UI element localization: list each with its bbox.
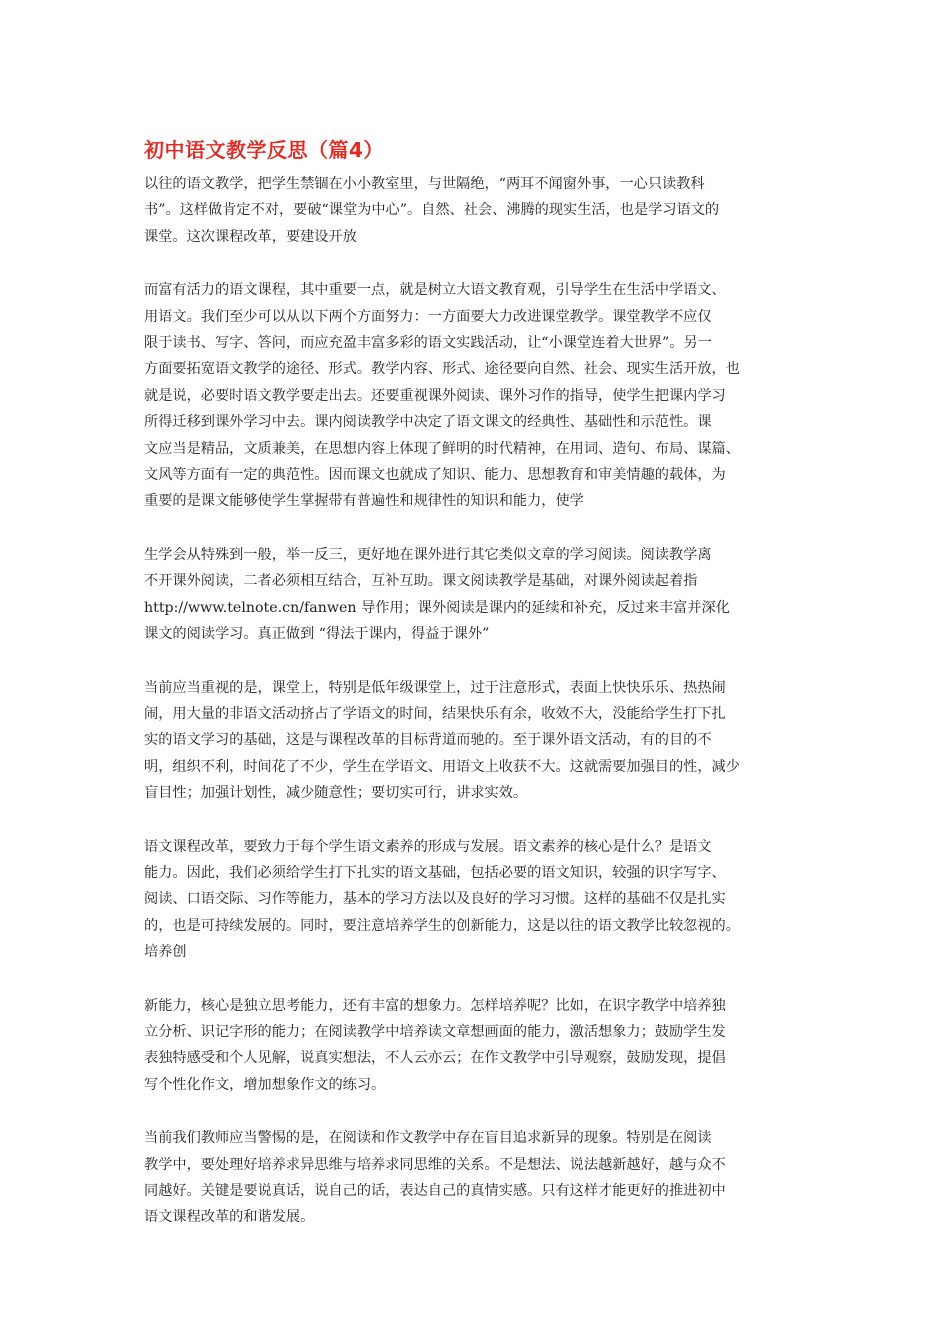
text-line: 表独特感受和个人见解，说真实想法，不人云亦云；在作文教学中引导观察，鼓励发现，提倡 <box>144 1050 726 1067</box>
paragraph-3 <box>144 542 816 648</box>
text-line: 实的语文学习的基础，这是与课程改革的目标背道而驰的。至于课外语文活动，有的目的不 <box>144 732 712 749</box>
paragraph-6 <box>144 993 816 1099</box>
text-line: 闹，用大量的非语文活动挤占了学语文的时间，结果快乐有余，收效不大，没能给学生打下扎 <box>144 705 726 722</box>
text-line: 文应当是精品，文质兼美，在思想内容上体现了鲜明的时代精神，在用词、造句、布局、谋篇、 <box>144 440 740 457</box>
text-line: 当前应当重视的是，课堂上，特别是低年级课堂上，过于注意形式，表面上快快乐乐、热热闹 <box>144 679 726 696</box>
text-line: 用语文。我们至少可以从以下两个方面努力：一方面要大力改进课堂教学。课堂教学不应仅 <box>144 308 712 325</box>
paragraph-4 <box>144 675 816 807</box>
text-line: 能力。因此，我们必须给学生打下扎实的语文基础，包括必要的语文知识，较强的识字写字、 <box>144 864 726 881</box>
paragraph-1 <box>144 171 816 250</box>
text-line: 盲目性；加强计划性，减少随意性；要切实可行，讲求实效。 <box>144 785 528 802</box>
document-title: 初中语文教学反思（篇4） <box>144 138 384 162</box>
text-line: 培养创 <box>144 944 187 961</box>
paragraph-7 <box>144 1125 816 1231</box>
text-line: 文风等方面有一定的典范性。因而课文也就成了知识、能力、思想教育和审美情趣的载体，为 <box>144 467 726 484</box>
text-line: 教学中，要处理好培养求异思维与培养求同思维的关系。不是想法、说法越新越好，越与众不 <box>144 1156 726 1173</box>
text-line: 限于读书、写字、答问，而应充盈丰富多彩的语文实践活动，让“小课堂连着大世界”。另一 <box>144 335 712 352</box>
text-line: 阅读、口语交际、习作等能力，基本的学习方法以及良好的学习习惯。这样的基础不仅是扎实 <box>144 891 726 908</box>
text-line: 而富有活力的语文课程，其中重要一点，就是树立大语文教育观，引导学生在生活中学语文、 <box>144 282 726 299</box>
document-body <box>144 171 816 1258</box>
text-line: 同越好。关键是要说真话，说自己的话，表达自己的真情实感。只有这样才能更好的推进初中 <box>144 1183 726 1199</box>
text-line: 所得迁移到课外学习中去。课内阅读教学中决定了语文课文的经典性、基础性和示范性。课 <box>144 414 712 431</box>
paragraph-2 <box>144 277 816 515</box>
text-line: 书”。这样做肯定不对，要破“课堂为中心”。自然、社会、沸腾的现实生活，也是学习语文的 <box>144 202 720 219</box>
text-line: 方面要拓宽语文教学的途径、形式。教学内容、形式、途径要向自然、社会、现实生活开放，也 <box>144 361 740 378</box>
text-line: 生学会从特殊到一般，举一反三，更好地在课外进行其它类似文章的学习阅读。阅读教学离 <box>144 546 712 563</box>
text-line: 以往的语文教学，把学生禁锢在小小教室里，与世隔绝，“两耳不闻窗外事，一心只读教科 <box>144 176 705 192</box>
text-line: 的，也是可持续发展的。同时，要注意培养学生的创新能力，这是以往的语文教学比较忽视的。 <box>144 917 740 934</box>
text-line: 重要的是课文能够使学生掌握带有普遍性和规律性的知识和能力，使学 <box>144 493 584 510</box>
paragraph-5 <box>144 834 816 966</box>
text-line: 立分析、识记字形的能力；在阅读教学中培养读文章想画面的能力，激活想象力；鼓励学生发 <box>144 1023 726 1040</box>
text-line: 语文课程改革的和谐发展。 <box>144 1209 315 1226</box>
text-line: 不开课外阅读，二者必须相互结合，互补互助。课文阅读教学是基础，对课外阅读起着指 <box>144 573 698 590</box>
text-line: 写个性化作文，增加想象作文的练习。 <box>144 1076 386 1093</box>
text-line: 课堂。这次课程改革，要建设开放 <box>144 228 357 245</box>
text-line: 语文课程改革，要致力于每个学生语文素养的形成与发展。语文素养的核心是什么？是语文 <box>144 838 712 855</box>
text-line: 课文的阅读学习。真正做到 “得法于课内，得益于课外” <box>144 626 490 643</box>
text-line: http://www.telnote.cn/fanwen 导作用；课外阅读是课内的延续和补充，反过来丰富并深化 <box>144 599 730 616</box>
text-line: 当前我们教师应当警惕的是，在阅读和作文教学中存在盲目追求新异的现象。特别是在阅读 <box>144 1130 712 1147</box>
text-line: 就是说，必要时语文教学要走出去。还要重视课外阅读、课外习作的指导，使学生把课内学习 <box>144 387 726 404</box>
text-line: 明，组织不利，时间花了不少，学生在学语文、用语文上收获不大。这就需要加强目的性，减少 <box>144 758 740 775</box>
text-line: 新能力，核心是独立思考能力，还有丰富的想象力。怎样培养呢？比如，在识字教学中培养独 <box>144 997 726 1014</box>
